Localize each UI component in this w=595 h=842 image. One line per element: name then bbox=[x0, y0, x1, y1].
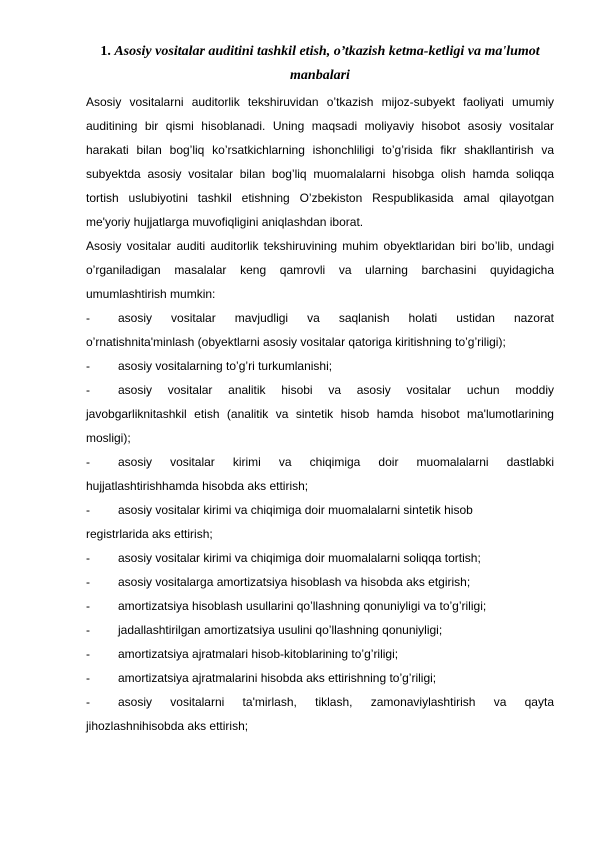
list-item-text: asosiy vositalar analitik hisobi va asosiy vositalar uchun moddiy javobgarliknitashkil etish (analitik va sintetik hisob hamda hisobot bbox=[86, 383, 554, 421]
list-bullet: - bbox=[86, 311, 90, 325]
list-bullet: - bbox=[86, 575, 90, 589]
list-item-text-cont: jihozlashnihisobda aks ettirish; bbox=[86, 719, 249, 733]
list-item bbox=[86, 570, 554, 594]
list-bullet: - bbox=[86, 503, 90, 517]
list-item-text: amortizatsiya ajratmalari hisob-kitoblarining to’g’riligi; bbox=[118, 647, 399, 661]
list-item bbox=[86, 498, 554, 546]
document-page bbox=[86, 40, 554, 738]
list-item bbox=[86, 378, 554, 450]
list-item-text: asosiy vositalar kirimi va chiqimiga doir muomalalarni soliqqa tortish; bbox=[118, 551, 481, 565]
list-item bbox=[86, 354, 554, 378]
list-item-text-cont: registrlarida aks ettirish; bbox=[86, 527, 213, 541]
list-item bbox=[86, 546, 554, 570]
list-item-text-cont: hujjatlashtirishhamda hisobda aks ettirish; bbox=[86, 479, 309, 493]
list-bullet: - bbox=[86, 647, 90, 661]
paragraph-intro: Asosiy vositalarni auditorlik tekshiruvidan o’tkazish mijoz-subyekt faoliyati umumiy auditining bir qismi hisoblanadi. Uning maqsadi moliyaviy hisobot asosiy vositalar harakati bilan bog’liq ko’rsatkichlarning ishonchliligi to’g’risida fikr shakllantirish va subyektda asosiy vositalar bilan bog’liq muomalalarni hisobga olish hamda soliqqa tortish uslubiyotini tashkil etishning O’zbekiston Respublikasida amal qilayotgan me'yoriy hujjatlarga muvofiqligini aniqlashdan iborat. bbox=[86, 95, 554, 229]
list-item-text: asosiy vositalar mavjudligi va saqlanish holati ustidan nazorat bbox=[118, 311, 554, 325]
list-item bbox=[86, 666, 554, 690]
list-item bbox=[86, 306, 554, 354]
list-item-text: asosiy vositalar kirimi va chiqimiga doir muomalalarni dastlabki bbox=[118, 455, 554, 469]
list-item bbox=[86, 450, 554, 498]
list-bullet: - bbox=[86, 671, 90, 685]
list-item-text: asosiy vositalar kirimi va chiqimiga doir muomalalarni sintetik hisob bbox=[118, 503, 473, 517]
list-bullet: - bbox=[86, 599, 90, 613]
list-item bbox=[86, 642, 554, 666]
list-item-text-cont: o’rnatishnita'minlash (obyektlarni asosiy vositalar qatoriga kiritishning to’g’riligi); bbox=[86, 335, 506, 349]
list-item-text: asosiy vositalarning to’g’ri turkumlanishi; bbox=[118, 359, 333, 373]
list-bullet: - bbox=[86, 383, 90, 397]
list-item-text: jadallashtirilgan amortizatsiya usulini qo’llashning qonuniyligi; bbox=[118, 623, 443, 637]
section-number: 1. bbox=[100, 44, 111, 59]
list-item bbox=[86, 594, 554, 618]
list-item-text: amortizatsiya hisoblash usullarini qo’llashning qonuniyligi va to’g’riligi; bbox=[118, 599, 487, 613]
list-item-text: asosiy vositalarni ta'mirlash, tiklash, zamonaviylashtirish va qayta bbox=[118, 695, 554, 709]
list-bullet: - bbox=[86, 551, 90, 565]
list-item bbox=[86, 618, 554, 642]
list-bullet: - bbox=[86, 623, 90, 637]
list-item bbox=[86, 690, 554, 738]
paragraph-scope: Asosiy vositalar auditi auditorlik tekshiruvining muhim obyektlaridan biri bo’lib, undagi o’rganiladigan masalalar keng qamrovli va ularning barchasini quyidagicha umumlashtirish mumkin: bbox=[86, 239, 554, 301]
list-bullet: - bbox=[86, 695, 90, 709]
list-item-text: asosiy vositalarga amortizatsiya hisoblash va hisobda aks etgirish; bbox=[118, 575, 471, 589]
list-item-text-cont: ma'lumotlarining mosligi); bbox=[86, 407, 554, 445]
list-bullet: - bbox=[86, 455, 90, 469]
audit-issues-list bbox=[86, 306, 554, 738]
list-item-text: amortizatsiya ajratmalarini hisobda aks ettirishning to’g’riligi; bbox=[118, 671, 437, 685]
list-bullet: - bbox=[86, 359, 90, 373]
section-title: Asosiy vositalar auditini tashkil etish, o’tkazish ketma-ketligi va ma'lumot manbalari bbox=[114, 44, 540, 83]
section-heading bbox=[86, 40, 554, 88]
